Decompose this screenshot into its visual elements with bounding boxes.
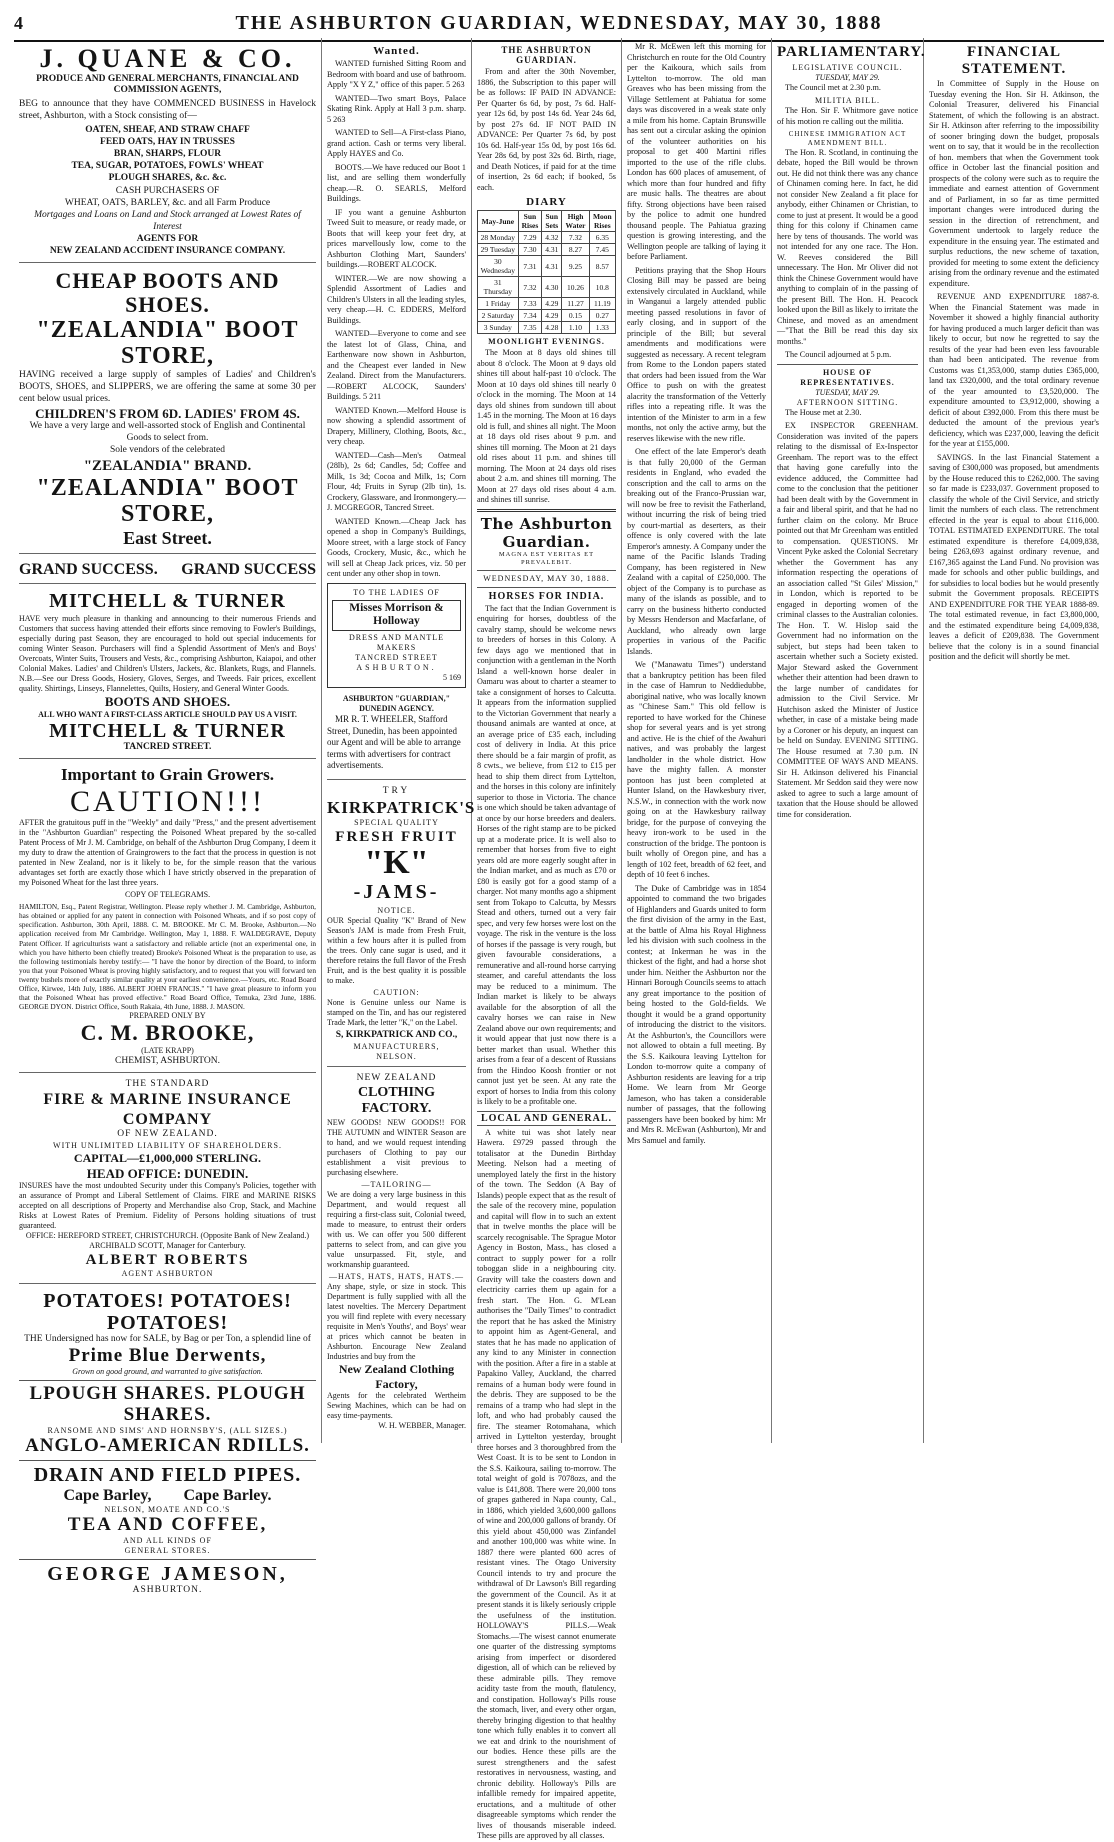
news-paragraph: Petitions praying that the Shop Hours Closing Bill may be passed are being extensively circulated in Auckland, while in Wanganui a largely attended public meeting passed resolutions in favor of early closing, and in support of the principle of the Bill; but several amendments and modifications were suggested as necessary. A recent telegram from Rome to the London papers stated that orders had been issued from the War Office to push on with the greatest alacrity the transformation of the Vetterly rifles into a repeating rifle. It was the intention of the Minister to arm in a few months, not only the active army, but the reserves likewise with the new rifle.: [627, 265, 766, 443]
potatoes-heading: POTATOES! POTATOES! POTATOES!: [43, 1290, 292, 1335]
diary-cell: 6.35: [589, 232, 615, 244]
roberts-agent: AGENT ASHBURTON: [121, 1269, 214, 1279]
diary-cell: 4.29: [542, 298, 562, 310]
hats: —HATS, HATS, HATS, HATS.—: [328, 1272, 464, 1282]
head-office: HEAD OFFICE: DUNEDIN.: [86, 1165, 249, 1181]
ad-mitchell-turner: [19, 587, 316, 758]
diary-cell: 11.19: [589, 298, 615, 310]
hats-body: Any shape, style, or size in stock. This Department is fully supplied with all the latest novelties. The Mercery Department you will find replete with every necessary requisite in Men's Youths', and Boys' wear at prices which cannot be beaten in Ashburton. Encourage New Zealand Industries and buy from the: [327, 1282, 466, 1362]
diary-row: [478, 310, 616, 322]
mitchell-note: ALL WHO WANT A FIRST-CLASS ARTICLE SHOULD PAY US A VISIT.: [38, 709, 297, 719]
diary-cell: 10.8: [589, 277, 615, 298]
grain-title: Important to Grain Growers.: [60, 764, 275, 784]
tea-coffee: TEA AND COFFEE,: [67, 1513, 268, 1535]
tancred-st: TANCRED STREET: [355, 653, 438, 663]
wheeler-body: MR R. T. WHEELER, Stafford Street, Dunedin, has been appointed our Agent and will be able to arrange terms with advertisers for contract advertisements.: [327, 714, 461, 771]
notice-body: OUR Special Quality "K" Brand of New Season's JAM is made from Fresh Fruit, within a few hours after it is pulled from the trees. Only cane sugar is used, and it therefore retains the full flavor of the Fresh Fruit, and is the best quality it is possible to make.: [327, 915, 466, 985]
column-1: [14, 38, 322, 1595]
diary-cell: 0.27: [589, 310, 615, 322]
caution-heading: CAUTION!!!: [70, 785, 265, 819]
chinese-bill-body: The Hon. R. Scotland, in continuing the debate, hoped the Bill would be thrown out. He did not think there was any chance of Chinamen coming here. In fact, he did not consider New Zealand a fit place for anybody, either Chinamen or Christian, to come to just at present. It would be a good thing for this colony if Chinamen came here by tens of thousands. The world was not intended for any one race. The Hon. W. Reeves considered the Bill unnecessary. The Hon. Mr Oliver did not think the Chinese Government would have anything to complain of in the passing of the present Bill. The Hon. H. Peacock looked upon the Bill as likely to irritate the Chinese, and moved as an amendment—"That the Bill be read this day six months.": [777, 147, 918, 346]
diary-cell: 31 Thursday: [478, 277, 519, 298]
diary-column-header: Moon Rises: [589, 211, 615, 232]
house-proceedings: EX INSPECTOR GREENHAM. Consideration was invited of the papers relating to the dismissal of Ex-Inspector Greenham. The report was to the effect that having gone carefully into the evidence adduced, the Committee had come to the conclusion that the petitioner had been dealt with by the Government in a fair and liberal spirit, and that he had no further claim on the colony. Mr Bruce pointed out that Mr Greenham was entitled to compensation. QUESTIONS. Mr Vincent Pyke asked the Colonial Secretary whether the Government has any information respecting the operations of an association called "St Giles' Mission," in London, which is reported to be engaged in deporting women of the criminal classes to the Australian colonies. The Hon. T. W. Hislop said the Government had no information on the subject, but steps had been taken to ascertain whether such a Society existed. Major Steward asked the Government whether their attention had been drawn to the large number of candidates for admission to the Civil Service. Mr Hutchison asked the Minister of Justice whether, in case of a mistake being made by a Coroner or his deputy, an inquest can be held on Sunday. EVENING SITTING. The House resumed at 7.30 p.m. IN COMMITTEE OF WAYS AND MEANS. Sir H. Atkinson delivered his Financial Statement. Mr Seddon said they were now asked to agree to such a large amount of taxation that the House should be allowed time for consideration.: [777, 421, 918, 819]
prime-blue-derwents: Prime Blue Derwents,: [68, 1345, 267, 1367]
diary-cell: 1.10: [562, 322, 589, 334]
grand-success-right: GRAND SUCCESS: [181, 561, 316, 579]
quane-items: OATEN, SHEAF, AND STRAW CHAFF FEED OATS, HAY IN TRUSSES BRAN, SHARPS, FLOUR TEA, SUGAR, POTATOES, FOWLS' WHEAT PLOUGH SHARES, &c. &c.: [71, 125, 264, 183]
diary-cell: 0.15: [562, 310, 589, 322]
try: TRY: [382, 785, 411, 796]
boots-stock: We have a very large and well-assorted stock of English and Continental Goods to select from.: [29, 421, 306, 443]
council-met: The Council met at 2.30 p.m.: [785, 82, 881, 92]
diary-cell: 8.27: [562, 244, 589, 256]
ad-morrison-holloway: [327, 583, 466, 689]
boots-body: HAVING received a large supply of samples of Ladies' and Children's BOOTS, SHOES, and SLIPPERS, we are offering the same at some 30 per cent below usual prices.: [19, 369, 316, 404]
quane-cash: CASH PURCHASERS OF WHEAT, OATS, BARLEY, &c. and all Farm Produce: [64, 186, 271, 209]
diary-cell: 29 Tuesday: [478, 244, 519, 256]
house-date: TUESDAY, MAY 29.: [815, 387, 880, 397]
ad-code: 5 169: [443, 673, 461, 683]
diary-row: [478, 244, 616, 256]
telegram-body: HAMILTON, Esq., Patent Registrar, Wellington. Please reply whether J. M. Cambridge, Ashburton, has obtained or applied for any patent in connection with Poisoned Wheats, and if so post copy of specification. Ashburton, 30th April, 1888. C. M. BROOKE. Mr C. M. Brooke, Ashburton.—No application received from Mr Cambridge. Wellington, May 1, 1888. F. WALDEGRAVE, Deputy Patent Officer. If agriculturists want a satisfactory and reliable article (not an experimental one, in which you have hitherto been chiefly treated) Brooke's Poisoned Wheat is the preparation to use, as the following testimonials hereby testify:— "I have the honor by direction of the Board, to inform you that your Poisoned Wheat is proving highly satisfactory, and to request that you will forward ten twenty bushels more of exactly similar quality at your earliest convenience.—Yours, etc. Road Board Office, Kirwee, 14th July, 1886. ALBERT JOHN FRANCIS." "I have great pleasure to inform you that the Poisoned Wheat has proved effective." Road Board Office, Temuka, 23rd June, 1886. GEORGE DYON. District Office, South Rakaia, 4th June, 1888. J. MASON.: [19, 902, 316, 1012]
webber-manager: W. H. WEBBER, Manager.: [378, 1421, 466, 1431]
diary-row: [478, 232, 616, 244]
columns: [14, 38, 1104, 1841]
capital: CAPITAL—£1,000,000 STERLING.: [73, 1150, 262, 1165]
special-quality: SPECIAL QUALITY: [354, 817, 439, 827]
news-paragraph: We ("Manawatu Times") understand that a bankruptcy petition has been filed in the case of Hamrun to Neddiedubbe, aboriginal native, who was locally known as "Chinese Sam." This old fellow is reported to have worked for the Chinese shop for several years and is yet strong and active. He is the chief of the Awahuri natives, and was probably the largest landholder in the whole district. How have the mighty fallen. A monster pontoon has just been completed at Hunter Island, on the Hawkesbury river, N.S.W., in connection with the work now going on at the Hawkesbury railway bridge, for the purpose of conveying the heavy iron-work to be used in the construction of the bridge. The pontoon is built wholly of Oregon pine, and has a length of 102 feet, breadth of 62 feet, and depth of 10 feet 6 inches.: [627, 660, 766, 879]
diary-row: [478, 277, 616, 298]
column-6: [924, 38, 1104, 1443]
ad-standard-insurance: [19, 1076, 316, 1285]
nz-heading: NEW ZEALAND: [356, 1072, 437, 1083]
quane-agents: AGENTS FOR NEW ZEALAND ACCIDENT INSURANCE COMPANY.: [49, 233, 286, 256]
legislative-council: LEGISLATIVE COUNCIL.: [792, 62, 903, 72]
wanted-ad: WANTED—Everyone to come and see the latest lot of Glass, China, and Earthenware now shown in Ashburton, and the Cheapest ever landed in New Zealand. Direct from the Manufacturers.—ROBERT ALCOCK, Saunders' Buildings. 5 211: [327, 329, 466, 401]
diary-column-header: High Water: [562, 211, 589, 232]
albert-roberts: ALBERT ROBERTS: [85, 1252, 250, 1269]
diary-column-header: Sun Sets: [542, 211, 562, 232]
diary-cell: 10.26: [562, 277, 589, 298]
diary-cell: 1 Friday: [478, 298, 519, 310]
brooke-sub: (LATE KRAPP): [141, 1045, 194, 1055]
fire-marine: FIRE & MARINE INSURANCE COMPANY: [43, 1091, 292, 1128]
wanted-heading: Wanted.: [373, 45, 420, 57]
boots-title: CHEAP BOOTS AND SHOES.: [55, 267, 280, 317]
militia-body: The Hon. Sir F. Whitmore gave notice of his motion re calling out the militia.: [777, 106, 918, 126]
zealandia-brand: "ZEALANDIA" BRAND.: [83, 457, 252, 474]
ad-jameson: [19, 1287, 316, 1600]
newspaper-title: THE ASHBURTON GUARDIAN, WEDNESDAY, MAY 30, 1888: [235, 12, 883, 34]
subscription-body: From and after the 30th November, 1886, the Subscription to this paper will be as follows: IF PAID IN ADVANCE: Per Quarter 6s 6d, by post, 7s 6d. Half-year 12s 6d, by post 14s 6d. Year 24s 6d, by post 27s 6d. IF NOT PAID IN ADVANCE: Per Quarter 7s 6d, by post 10s 6d. Half-year 15s 0d, by post 16s 6d. Year 28s 6d, by post 32s 6d. Birth, riage, and Death Notices, if paid for at the time of insertion, 2s 6d each; if booked, 5s each.: [477, 67, 616, 192]
brooke-name: C. M. BROOKE,: [80, 1020, 255, 1046]
diary-row: [478, 256, 616, 277]
sole-vendors: Sole vendors of the celebrated: [109, 444, 225, 455]
diary-cell: 7.35: [518, 322, 542, 334]
drain-pipes: DRAIN AND FIELD PIPES.: [33, 1463, 302, 1486]
manufacturers: MANUFACTURERS,: [353, 1041, 440, 1051]
anglo-american-drills: ANGLO-AMERICAN RDILLS.: [25, 1434, 310, 1456]
insurance-office: OFFICE: HEREFORD STREET, CHRISTCHURCH. (Opposite Bank of New Zealand.) ARCHIBALD SCOTT, Manager for Canterbury.: [25, 1231, 310, 1251]
ad-quane: [19, 42, 316, 263]
wanted-ad: BOOTS.—We have reduced our Boot 1 list, and are selling them wonderfully cheap.—R. O. SEARLS, Melford Buildings.: [327, 162, 466, 203]
militia-heading: MILITIA BILL.: [815, 96, 880, 105]
mitchell-boots: BOOTS AND SHOES.: [104, 694, 231, 710]
diary-cell: 7.34: [518, 310, 542, 322]
caution-2-body: None is Genuine unless our Name is stamped on the Tin, and has our registered Trade Mark, the letter "K," on the Label.: [327, 997, 466, 1027]
general-stores: AND ALL KINDS OF GENERAL STORES.: [123, 1535, 212, 1555]
mitchell-body: HAVE very much pleasure in thanking and announcing to their numerous Friends and Customers that success having attended their efforts since removing to Fowler's Buildings, especially during past Season, they are encouraged to hold out special inducements for coming Winter Season. Purchasers will find a Splendid Assortment of Men's and Boys' Overcoats, Winter Suits, Trousers and Vests, &c., comprising Ashburton, Kaiapoi, and other Colonial Makes. Ladies' and Children's Ulsters, Jackets, &c. Blankets, Rugs, and Flannels. N.B.—See our Dress Goods, Hosiery, Gloves, Serges, and Tweeds. Fair prices, excellent quality. Shirtings, Linseys, Flannelettes, Quilts, Hosiery, and General Winter Goods.: [19, 614, 316, 694]
quane-subtitle: PRODUCE AND GENERAL MERCHANTS, FINANCIAL AND COMMISSION AGENTS,: [36, 73, 299, 96]
kirkpatrick-co: S, KIRKPATRICK AND CO.,: [335, 1029, 458, 1040]
east-street: East Street.: [123, 527, 212, 548]
ashburton-c2: ASHBURTON.: [356, 663, 437, 673]
to-ladies: TO THE LADIES OF: [353, 587, 440, 597]
clothing-factory: CLOTHING FACTORY.: [357, 1084, 435, 1117]
tailoring-body: We are doing a very large business in this Department, and would request all requiring a first-class suit, Colonial tweed, made to measure, to entrust their orders with us. We can offer you 500 different patterns to select from, and can give you value unsurpassed. Fit, style, and workmanship guaranteed.: [327, 1190, 466, 1270]
issue-date: WEDNESDAY, MAY 30, 1888.: [483, 573, 610, 583]
nameplate: The Ashburton Guardian.: [480, 514, 613, 551]
wanted-ad: WANTED Known.—Melford House is now showing a splendid assortment of Drapery, Millinery, Clothing, Boots, &c., very cheap.: [327, 405, 466, 446]
new-goods: NEW GOODS! NEW GOODS!! FOR THE AUTUMN and WINTER Season are to hand, and we would request intending purchasers of Clothing to pay our establishment a visit previous to purchasing elsewhere.: [327, 1118, 466, 1178]
news-paragraph: One effect of the late Emperor's death is that fully 20,000 of the German residents in England, who evaded the conscription and the call to arms on the breaking out of the Franco-Prussian war, will now be free to revisit the Fatherland, without incurring the risk of being tried by court-martial as deserters, as their offence is only covered with the late Emperor's amnesty. A Company under the name of the Pacific Islands Trading Company, has been registered in New Zealand with a capital of £250,000. The object of the Company is to purchase as many of the islands as possible, and to carry on the business hitherto conducted by Messrs Henderson and Macfarlane, of Auckland, who already own large properties in various of the Pacific Islands.: [627, 447, 766, 656]
agency-title: ASHBURTON "GUARDIAN," DUNEDIN AGENCY.: [342, 694, 451, 714]
news-paragraph: Mr R. McEwen left this morning for Christchurch en route for the Old Country per the Kaikoura, which sails from Lyttelton to-morrow. The old man Greaves who has been missing from the Village Settlement at Pahiatua for some days was discovered in a weak state only a mile from his home. Captain Brunswille has sent out a circular asking the opinion of the volunteer authorities on his proposal to get 400 Martini rifles imported to the use of the rifle clubs. London has 600 places of amusement, of which more than four hundred and fifty are music halls. The theatres are about fifty. Strong objections have been raised by the police to admit one hundred thousand people. The Pahiatua grazing question is growing interesting, and the Wellington people are talking of laying it before Parliament.: [627, 42, 766, 261]
tancred-street: TANCRED STREET.: [123, 741, 212, 752]
moonlight-body: The Moon at 8 days old shines till about 8 o'clock. The Moon at 9 days old shines till about half-past 10 o'clock. The Moon at 10 days old shines till nearly 0 o'clock in the morning. The Moon at 14 days old shines from sundown till about 1.45 in the morning. The Moon at 16 days old is full, and shines all night. The Moon at 18 days old rises about 9 p.m. and shines till morning. The Moon at 21 days old rises about 11 p.m. and shines till morning. The Moon at 24 days old rises about 2 a.m. and shines till morning. The Moon at 27 days old rises about 4 a.m. and shines till sunrise.: [477, 348, 616, 504]
wanted-ad: WANTED—Two smart Boys, Palace Skating Rink. Apply at Hall 3 p.m. sharp. 5 263: [327, 93, 466, 124]
zealandia-store-2: "ZEALANDIA" BOOT STORE,: [36, 474, 299, 528]
quane-body: BEG to announce that they have COMMENCED BUSINESS in Havelock street, Ashburton, with a Stock consisting of—: [19, 99, 316, 122]
afternoon-sitting: AFTERNOON SITTING.: [796, 397, 899, 407]
mitchell-title-2: MITCHELL & TURNER: [49, 719, 286, 742]
parliamentary-heading: PARLIAMENTARY.: [777, 44, 926, 60]
diary-cell: 4.31: [542, 244, 562, 256]
horses-article: The fact that the Indian Government is enquiring for horses, doubtless of the cavalry stamp, should be welcome news to breeders of horses in this Colony. A few days ago we mentioned that in conjunction with a gentleman in the North Island a well-known horse dealer in Oamaru was about to charter a steamer to take a consignment of horses to Calcutta. It appears from the information supplied to the Victorian Government that nearly a thousand animals are wanted at once, at an average price of £35 each, including cost of delivery in India. At this price there should be a fair margin of profit, as 8 cwts., we believe, from £12 to £15 per head to ship them direct from Lyttelton, and the horses in this colony are infinitely superior to those in Victoria. The chance is one which should be taken advantage of at once by our horse breeders and dealers. Horses of the right stamp are to be picked up at a moderate price. It is well also to remember that horses from five to eight years old are more eagerly sought after in the Indian market, and as much as £70 or £80 is easily got for a good stamp of a charger. Not many months ago a shipment sent from Tokapo to Calcutta, by Messrs Stead and others, turned out a very fair spec, and very few horses were lost on the voyage. The risk in the venture is the loss of horses if the passage is very rough, but given favourable considerations, a remunerative and all-round horse carrying steamer, and careful attendants the loss may be reduced to a minimum. The Indian market is likely to be always available for the absorption of all the cavalry horses we can raise in New Zealand above our own requirements; and it would appear that just now there is a better market than usual. Whether this arises from a fear of a descent of Russians from the Hindoo Koosh frontier or not cannot just yet be seen. At any rate the export of horses to India from this colony is likely to be a profitable one.: [477, 603, 616, 1107]
nelson-moate: NELSON, MOATE AND CO.'S: [104, 1504, 231, 1514]
derwents-sub: Grown on good ground, and warranted to give satisfaction.: [72, 1367, 263, 1376]
plough-shares: LPOUGH SHARES. PLOUGH SHARES.: [29, 1383, 306, 1425]
ad-brooke-caution: [19, 762, 316, 1073]
motto: MAGNA EST VERITAS ET PREVALEBIT.: [498, 550, 595, 566]
kirkpatricks: KIRKPATRICK'S: [327, 797, 476, 817]
diary-cell: 4.32: [542, 232, 562, 244]
grand-success-banner: [19, 557, 316, 584]
local-general-article: A white tui was shot lately near Hawera. £9729 passed through the totalisator at the Dunedin Birthday Meeting. Nelson had a meeting of unemployed lately the first in the history of the town. The Seddon (A Bay of Islands) people expect that as the result of the sale of the recovery mine, population and capital will flow in to such an extent that in twelve months the place will be scarcely recognisable. The Sprague Motor Agency in Boston, Mass., has closed a contract to supply power for a rollr toboggan slide in a neighbouring city. Gravity will take the coasters down and electricity carries them up again for a fresh start. The Hon. G. M'Lean authorises the "Daily Times" to contradict the report that he has asked the Ministry to appoint him as Agent-General, and states that he has made no application of any kind to any Minister in connection with the position. After a fire in a stable at Papakino Valley, Auckland, the charred remains of a human body were found in the debris. They are supposed to be the remains of a tramp who had slept in the loft, and who had probably caused the fire. The steamer Rotomahana, which arrived in Lyttelton yesterday, brought three horses and 3 thoroughbred from the West Coast. It is to be sent to London in the S.S. Kaikoura, sailing to-morrow. The total weight of gold is 7078ozs, and the value is £41,808. There were 20,000 tons of grapes gathered in Napa county, Cal., in 1886, which yielded 3,600,000 gallons of wine and 200,000 gallons of brandy. Of this yield about 450,000 was Zinfandel and another 100,000 was white wine. In 1887 there were planted 600 acres of resistant vines. The Otago University Council intends to try and procure the withdrawal of Dr Lawson's Bill regarding the government of the Council. As it at present stands it is likely seriously cripple the usefulness of the institution. HOLLOWAY'S PILLS.—Weak Stomachs.—The wisest cannot enumerate one quarter of the distressing symptoms arising from imperfect or disordered digestion, all of which can be relieved by these admirable pills. They remove acidity taste from the mouth, flatulency, and constipation. Holloway's Pills rouse the stomach, liver, and every other organ, thereby bringing digestion to that healthy tone which fully enables it to convert all we eat and drink to the nourishment of our bodies. Hence these pills are the surest strengtheners and the safest restoratives in nervousness, wasting, and chronic debility. Holloway's Pills are infallible remedy for impaired appetite, eructations, and a multitude of other disagreeable symptoms which render the lives of thousands miserable indeed. These pills are approved by all classes.: [477, 1127, 616, 1841]
jameson-ashburton: ASHBURTON.: [132, 1584, 203, 1595]
diary-cell: 7.32: [562, 232, 589, 244]
diary-cell: 9.25: [562, 256, 589, 277]
k-brand: "K": [364, 843, 429, 881]
diary-cell: 7.32: [518, 277, 542, 298]
financial-body-2: REVENUE AND EXPENDITURE 1887-8. When the Financial Statement was made in November it showed a highly financial authority for having produced a much larger deficit than was likely to occur, but now he regretted to say the results of the year had been even less favourable than had been anticipated. The revenue from Customs was £1,353,000, stamp duties £365,000, land tax £320,000, and the total ordinary revenue of the year amounted to £3,520,000. The expenditure amounted to £3,912,000, showing a deficit of about £392,000. From this there must be deducted the amount of the previous year's deficiency, which was £237,000, leaving the deficit for the year at £155,000.: [929, 292, 1099, 448]
diary-cell: 7.29: [518, 232, 542, 244]
wanted-ad: IF you want a genuine Ashburton Tweed Suit to measure, or ready made, or Boots that will keep your feet dry, at prices marvellously low, come to the Ashburton Clothing Mart, Saunders' buildings.—ROBERT ALCOCK.: [327, 207, 466, 269]
diary-cell: 7.45: [589, 244, 615, 256]
cape-barley: Cape Barley, Cape Barley.: [63, 1486, 272, 1504]
of-new-zealand: OF NEW ZEALAND.: [117, 1128, 218, 1139]
diary-row: [478, 298, 616, 310]
chinese-bill-heading: CHINESE IMMIGRATION ACT AMENDMENT BILL.: [788, 130, 907, 147]
guardian-subscription-heading: THE ASHBURTON GUARDIAN.: [501, 45, 592, 65]
column-5: [772, 38, 924, 1443]
diary-cell: 3 Sunday: [478, 322, 519, 334]
council-adjourned: The Council adjourned at 5 p.m.: [785, 350, 892, 359]
notice: NOTICE.: [377, 905, 416, 915]
nz-clothing-factory: New Zealand Clothing Factory,: [338, 1362, 455, 1391]
fresh-fruit: FRESH FRUIT: [335, 828, 458, 845]
nelson: NELSON.: [376, 1051, 417, 1061]
jams: -JAMS-: [353, 880, 440, 903]
wanted-ad: WINTER.—We are now showing a Splendid Assortment of Ladies and Children's Ulsters in all the leading styles, very cheap.—H. C. EDDERS, Melford Buildings.: [327, 273, 466, 325]
diary-cell: 1.33: [589, 322, 615, 334]
diary-cell: 28 Monday: [478, 232, 519, 244]
diary-cell: 7.31: [518, 256, 542, 277]
financial-body-3: SAVINGS. In the last Financial Statement a saving of £300,000 was proposed, but amendments by the House reduced this to £262,000. The saving so far made is £233,037. Government proposed to classify the whole of the Civil Service, and strictly limit the numbers of each class. The retrenchment effected in the year is equal to about £116,000. TOTAL ESTIMATED EXPENDITURE. The total estimated expenditure is therefore £4,009,838, being £263,693 against ordinary revenue, and £167,365 against the Land Fund. No provision was made for schools and other public buildings, and for subsidies to local bodies but he would presently submit the Government proposals. RECEIPTS AND EXPENDITURE FOR THE YEAR 1888-89. The total estimated revenue, in fact £3,800,000, and the estimated expenditure being £4,009,838, leaves a deficit of £209,838. The Government believe that the colony is in a sound financial position and the deficit will shortly be met.: [929, 452, 1099, 661]
chemist: CHEMIST, ASHBURTON.: [115, 1055, 220, 1066]
house-met: The House met at 2.30.: [785, 407, 862, 417]
diary-body: [478, 232, 616, 334]
diary-column-header: May-June: [478, 211, 519, 232]
moonlight-heading: MOONLIGHT EVENINGS.: [488, 337, 605, 346]
diary-header-row: [478, 211, 616, 232]
mitchell-title: MITCHELL & TURNER: [49, 590, 286, 613]
diary-cell: 4.31: [542, 256, 562, 277]
financial-statement-heading: FINANCIAL STATEMENT.: [961, 44, 1067, 77]
agents-wertheim: Agents for the celebrated Wertheim Sewing Machines, which can be had on easy time-payments.: [327, 1391, 466, 1421]
diary-heading: DIARY: [526, 196, 567, 208]
quane-title: J. QUANE & CO.: [39, 44, 296, 73]
news-paragraph: The Duke of Cambridge was in 1854 appointed to command the two brigades of Highlanders and Guards united to form the first division of the army in the East, at the battle of Alma his Royal Highness led his division with such coolness in the contest; at Inkerman he was in the thickest of the fight, and had a horse shot under him. Neither the Ashburton nor the Hinnari Borough Councils seems to attach any great importance to the position of being hosted to the Gold-fields. We thought it would be a grand opportunity of introducing the district to the visitors. At the Ashburton's, the Councillors were not allowed to obtain a full meeting. By the S.S. Kaikoura leaving Lyttelton for London to-morrow quite a company of Ashburton residents are leaving for a trip Home. We learn from Mr George Jameson, who has taken a considerable number of passages, that the following passengers have been booked by him: Mr and Mrs R. McEwan (Ashburton), Mr and Mrs Samuel and family.: [627, 883, 766, 1145]
standard: THE STANDARD: [125, 1078, 210, 1089]
wanted-ad: WANTED furnished Sitting Room and Bedroom with board and use of bathroom. Apply "X Y Z," office of this paper. 5 263: [327, 59, 466, 89]
house-heading: HOUSE OF REPRESENTATIVES.: [800, 367, 895, 387]
grand-success-left: GRAND SUCCESS.: [19, 561, 158, 579]
council-date: TUESDAY, MAY 29.: [815, 72, 880, 82]
prepared-by: PREPARED ONLY BY: [129, 1011, 206, 1021]
unlimited-liability: WITH UNLIMITED LIABILITY OF SHAREHOLDERS.: [53, 1140, 282, 1150]
potatoes-body: THE Undersigned has now for SALE, by Bag or per Ton, a splendid line of: [24, 1334, 311, 1345]
column-2: [322, 38, 476, 1443]
ad-dunedin-agency: [327, 691, 466, 780]
caution-2: CAUTION:: [373, 987, 420, 997]
wanted-ad: WANTED—Cash—Men's Oatmeal (28lb), 2s 6d; Candles, 5d; Coffee and Milk, 1s 3d; Cocoa and Milk, 1s; Corn Flour, 4d; Fruits in Syrup (2lb tin), 1s. Crockery, Glassware, and Ironmongery.—J. MCGREGOR, Tancred Street.: [327, 450, 466, 512]
diary-cell: 30 Wednesday: [478, 256, 519, 277]
telegrams-heading: COPY OF TELEGRAMS.: [124, 890, 211, 900]
quane-loans: Mortgages and Loans on Land and Stock arranged at Lowest Rates of Interest: [34, 210, 301, 233]
ad-kirkpatrick: [327, 783, 476, 1067]
zealandia-store: "ZEALANDIA" BOOT STORE,: [36, 317, 299, 370]
column-3: [472, 38, 622, 1841]
ad-zealandia-boots: [19, 266, 316, 554]
diary-cell: 8.57: [589, 256, 615, 277]
financial-body-1: In Committee of Supply in the House on Tuesday evening the Hon. Sir H. Atkinson, the Colonial Treasurer, delivered his Financial Statement, of which the following is an abstract. Sir H. Atkinson after referring to the impossibility of sooner bringing down the budget, proposals went on to say, that it would be in the recollection of hon. members that when the Government took office in October last the financial position and prospects of the colony were such as to require the immediate and earnest attention of Government and of Parliament, in so far as time permitted important changes were introduced during the session in the direction of retrenchment, and Government undertook to largely reduce the expenditure in the ensuing year. The estimated and surplus reductions, the new scheme of taxation, provided for meeting to some extent the deficiency arising from the ordinary revenue and the estimated expenditure.: [929, 79, 1099, 288]
childrens-prices: CHILDREN'S FROM 6D. LADIES' FROM 4S.: [35, 405, 300, 421]
wanted-ad: WANTED Known.—Cheap Jack has opened a shop in Company's Buildings, Moore street, with a large stock of Fancy Goods, Crockery, Music, &c., which he will sell at Cheap Jack prices, viz. 50 per cent under any other shop in town.: [327, 516, 466, 578]
wanted-ad: WANTED to Sell—A First-class Piano, grand action. Cash or terms very liberal. Apply HAYES and Co.: [327, 128, 466, 158]
diary-cell: 2 Saturday: [478, 310, 519, 322]
diary-table: [477, 210, 616, 334]
diary-cell: 11.27: [562, 298, 589, 310]
insurance-body: INSURES have the most undoubted Security under this Company's Policies, together with an assurance of Prompt and Liberal Settlement of Claims. FIRE and MARINE RISKS accepted on all descriptions of Property and Merchandise also Crop, Stack, and Machine Risks at Lowest Rates of Premium. Fidelity of Persons holding situations of trust guaranteed.: [19, 1181, 316, 1231]
diary-cell: 4.29: [542, 310, 562, 322]
diary-column-header: Sun Rises: [518, 211, 542, 232]
caution-body: AFTER the gratuitous puff in the "Weekly" and daily "Press," and the present advertisement in the "Ashburton Guardian" respecting the Poisoned Wheat prepared by the so-called Patent Process of Mr J. M. Cambridge, on behalf of the Ashburton Drug Company, I deem it my duty to draw the attention of Graingrowers to the fact that the process in question is not patented in New Zealand, nor is it likely to be, for the simple reason that the various advantages set forth are exactly those which I have strictly observed in the preparation of my Poisoned Wheat for the last three years.: [19, 818, 316, 888]
ad-nz-clothing: [327, 1070, 466, 1435]
diary-cell: 4.30: [542, 277, 562, 298]
diary-cell: 4.28: [542, 322, 562, 334]
diary-row: [478, 322, 616, 334]
page-number: 4: [14, 13, 23, 33]
horses-heading: HORSES FOR INDIA.: [488, 590, 605, 602]
column-4: [622, 38, 772, 1443]
local-general-heading: LOCAL AND GENERAL.: [477, 1111, 616, 1126]
tailoring: —TAILORING—: [361, 1180, 432, 1190]
george-jameson: GEORGE JAMESON,: [47, 1562, 288, 1585]
ransome: RANSOME AND SIMS' AND HORNSBY'S, (ALL SIZES.): [47, 1425, 288, 1435]
diary-cell: 7.33: [518, 298, 542, 310]
diary-cell: 7.30: [518, 244, 542, 256]
misses-morrison: Misses Morrison & Holloway: [332, 600, 461, 632]
dress-makers: DRESS AND MANTLE MAKERS: [348, 633, 445, 653]
